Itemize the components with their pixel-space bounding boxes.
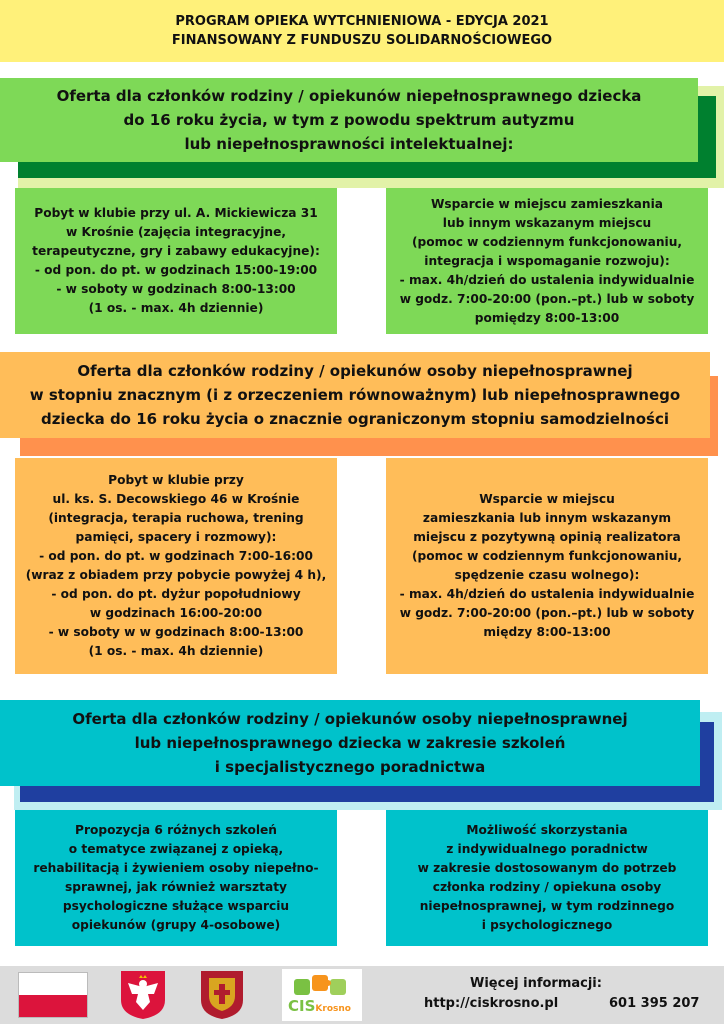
card-line: sprawnej, jak również warsztaty	[65, 880, 287, 894]
footer	[0, 966, 724, 1024]
header-line: PROGRAM OPIEKA WYTCHNIENIOWA - EDYCJA 2021	[175, 14, 549, 29]
card-line: Możliwość skorzystania	[466, 823, 628, 837]
card-line: pamięci, spacery i rozmowy):	[75, 530, 277, 544]
section1-title-line: Oferta dla członków rodziny / opiekunów niepełnosprawnego dziecka	[56, 87, 642, 105]
section2-title-line: dziecka do 16 roku życia o znacznie ograniczonym stopniu samodzielności	[40, 410, 670, 428]
card-line: psychologiczne służące wsparciu	[62, 899, 290, 913]
polish-eagle-emblem-icon	[120, 970, 166, 1020]
card-line: terapeutyczne, gry i zabawy edukacyjne):	[32, 244, 320, 258]
card-line: (pomoc w codziennym funkcjonowaniu,	[411, 234, 683, 249]
card-line: w godz. 7:00-20:00 (pon.–pt.) lub w soboty	[399, 606, 695, 620]
card-line: - max. 4h/dzień do ustalenia indywidualnie	[399, 272, 695, 287]
cis-logo-text: CIS	[288, 997, 316, 1015]
header-banner	[0, 0, 724, 62]
card-line: lub innym wskazanym miejscu	[442, 215, 652, 230]
phone-number: 601 395 207	[609, 996, 700, 1011]
card-line: rehabilitacją i żywieniem osoby niepełno-	[33, 861, 319, 875]
card-line: - w soboty w w godzinach 8:00-13:00	[48, 625, 304, 639]
card-line: pomiędzy 8:00-13:00	[474, 310, 620, 325]
card-line: - od pon. do pt. w godzinach 7:00-16:00	[39, 549, 313, 563]
card-line: w godzinach 16:00-20:00	[89, 606, 263, 620]
card-line: z indywidualnego poradnictw	[446, 842, 648, 856]
section3-left-card	[15, 810, 337, 946]
section3-banner	[0, 700, 700, 786]
card-line: Pobyt w klubie przy ul. A. Mickiewicza 31	[34, 206, 318, 220]
card-line: w godz. 7:00-20:00 (pon.–pt.) lub w soboty	[399, 291, 695, 306]
section3-title-line: i specjalistycznego poradnictwa	[214, 758, 486, 776]
card-line: - max. 4h/dzień do ustalenia indywidualnie	[399, 587, 695, 601]
card-line: Propozycja 6 różnych szkoleń	[75, 823, 277, 837]
card-line: Wsparcie w miejscu	[479, 492, 615, 506]
card-line: (integracja, terapia ruchowa, trening	[48, 511, 304, 525]
card-line: spędzenie czasu wolnego):	[454, 568, 640, 582]
section1-title	[57, 84, 642, 156]
card-line: ul. ks. S. Decowskiego 46 w Krośnie	[52, 492, 300, 506]
section1-banner	[0, 78, 698, 162]
section2-left-card	[15, 458, 337, 674]
section3-title-line: lub niepełnosprawnego dziecka w zakresie szkoleń	[134, 734, 566, 752]
card-line: i psychologicznego	[481, 918, 613, 932]
card-line: w zakresie dostosowanym do potrzeb	[417, 861, 677, 875]
section1-right-card	[386, 188, 708, 334]
krosno-coat-of-arms-icon	[200, 970, 244, 1020]
card-line: integracja i wspomaganie rozwoju):	[424, 253, 670, 268]
section1-title-line: lub niepełnosprawności intelektualnej:	[184, 135, 514, 153]
card-line: w Krośnie (zajęcia integracyjne,	[66, 225, 286, 239]
card-line: opiekunów (grupy 4-osobowe)	[71, 918, 281, 932]
card-line: - od pon. do pt. w godzinach 15:00-19:00	[34, 263, 318, 277]
section2-banner	[0, 352, 710, 438]
website-link[interactable]: http://ciskrosno.pl	[424, 996, 559, 1011]
section2-title-line: w stopniu znacznym (i z orzeczeniem równoważnym) lub niepełnosprawnego	[29, 386, 681, 404]
card-line: (wraz z obiadem przy pobycie powyżej 4 h),	[25, 568, 327, 582]
card-line: (pomoc w codziennym funkcjonowaniu,	[411, 549, 683, 563]
header-line: FINANSOWANY Z FUNDUSZU SOLIDARNOŚCIOWEGO	[171, 33, 553, 48]
puzzle-pieces-icon	[292, 973, 352, 997]
card-line: - w soboty w godzinach 8:00-13:00	[56, 282, 296, 296]
section1-left-card	[15, 188, 337, 334]
cis-logo-sub: Krosno	[315, 1004, 351, 1014]
card-line: miejscu z pozytywną opinią realizatora	[413, 530, 681, 544]
card-line: (1 os. - max. 4h dziennie)	[88, 301, 264, 315]
card-line: - od pon. do pt. dyżur popołudniowy	[51, 587, 301, 601]
section3-title-line: Oferta dla członków rodziny / opiekunów osoby niepełnosprawnej	[72, 710, 628, 728]
card-line: o tematyce związanej z opieką,	[68, 842, 284, 856]
cis-krosno-logo	[282, 969, 362, 1021]
section3-right-card	[386, 810, 708, 946]
contact-label: Więcej informacji:	[470, 976, 602, 991]
card-line: Wsparcie w miejscu zamieszkania	[430, 196, 663, 211]
section3-title	[72, 707, 627, 779]
card-line: (1 os. - max. 4h dziennie)	[88, 644, 264, 658]
header-title	[172, 12, 552, 50]
polish-flag-icon	[18, 972, 88, 1018]
card-line: niepełnosprawnej, w tym rodzinnego	[419, 899, 675, 913]
section2-right-card	[386, 458, 708, 674]
card-line: Pobyt w klubie przy	[108, 473, 244, 487]
card-line: zamieszkania lub innym wskazanym	[422, 511, 672, 525]
section1-title-line: do 16 roku życia, w tym z powodu spektrum autyzmu	[123, 111, 575, 129]
card-line: członka rodziny / opiekuna osoby	[432, 880, 662, 894]
section2-title-line: Oferta dla członków rodziny / opiekunów osoby niepełnosprawnej	[77, 362, 633, 380]
card-line: między 8:00-13:00	[483, 625, 611, 639]
section2-title	[30, 359, 680, 431]
